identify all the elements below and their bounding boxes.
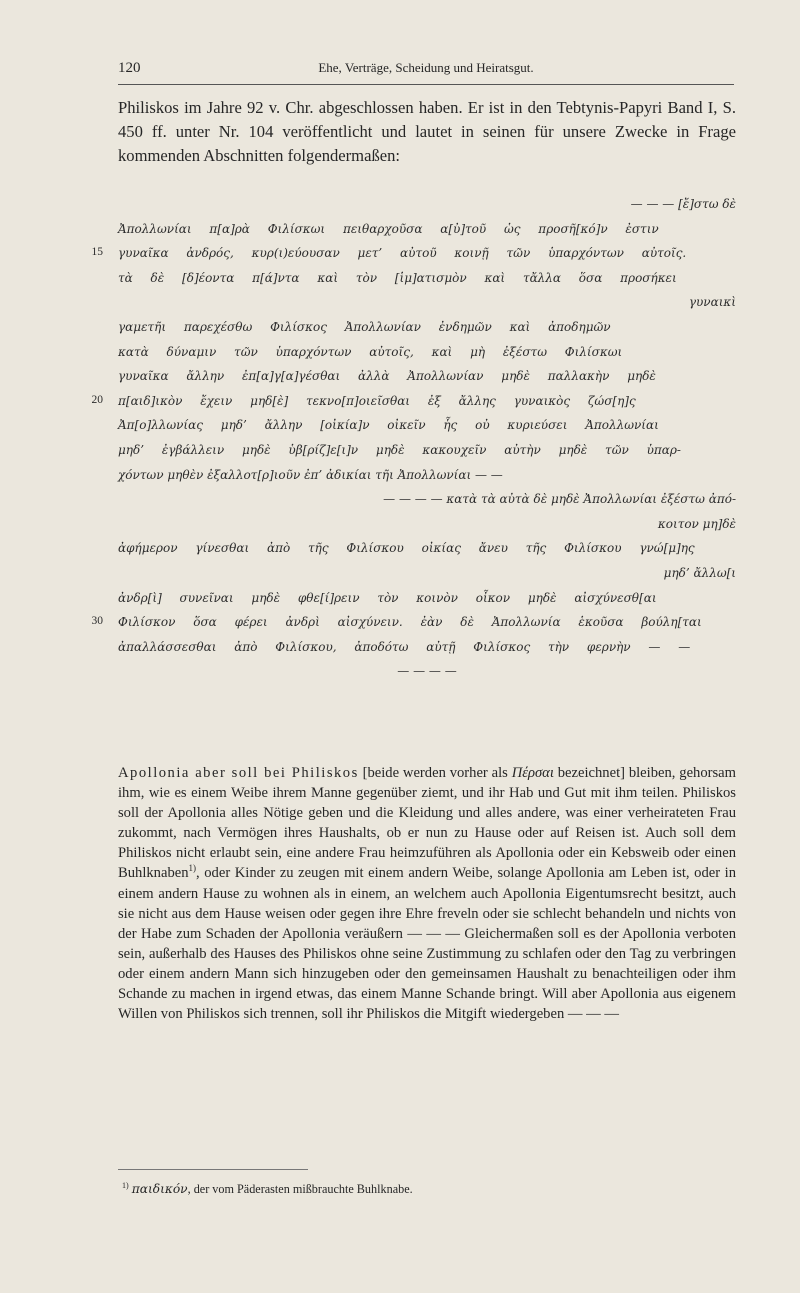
footnote-divider [118, 1169, 308, 1170]
greek-line-text: Ἀπ[ο]λλωνίας μηδ’ ἄλλην [οἰκία]ν οἰκεῖν ἧς οὐ κυριεύσει Ἀπολλωνίαι [118, 418, 659, 433]
translation-part-1: [beide werden vorher als [358, 765, 512, 781]
greek-line-text: ἀνδρ[ὶ] συνεῖναι μηδὲ φθε[ί]ρειν τὸν κοινὸν οἶκον μηδὲ αἰσχύνεσθ[αι [118, 590, 657, 605]
line-number: 20 [91, 393, 103, 406]
greek-line-text: χόντων μηθὲν ἐξαλλοτ[ρ]ιοῦν ἐπ’ ἀδικίαι τῆι Ἀπολλωνίαι — — [118, 467, 503, 482]
greek-line-text: μηδ’ ἄλλω[ι [663, 566, 736, 580]
line-number: 15 [91, 246, 103, 259]
greek-line [118, 320, 736, 334]
greek-line-text: π[αιδ]ικὸν ἔχειν μηδ[ὲ] τεκνο[π]οιεῖσθαι ἐξ ἄλλης γυναικὸς ζώσ[η]ς [118, 393, 636, 408]
greek-line-text: γυναῖκα ἄλλην ἐπ[α]γ[α]γέσθαι ἀλλὰ Ἀπολλωνίαν μηδὲ παλλακὴν μηδὲ [118, 369, 656, 384]
greek-line [118, 468, 736, 482]
greek-line [118, 197, 736, 211]
greek-line [118, 369, 736, 383]
greek-line-text: τὰ δὲ [δ]έοντα π[ά]ντα καὶ τὸν [ἱμ]ατισμὸν καὶ τἄλλα ὅσα προσήκει [118, 270, 677, 285]
greek-line-text: γυναικὶ [688, 295, 736, 310]
footnote [122, 1181, 413, 1197]
translation-part-3: , oder Kinder zu zeugen mit einem andern Weibe, solange Apollonia am Leben ist, oder in einem andern Hause zu wohnen als in einem, an welchem auch Apollonia Eigentumsrecht besitzt, auch sie nicht aus dem Hause weisen oder gegen ihre Ehre freveln oder sie schlecht behandeln und nichts von der Habe zum Schaden der Apollonia veräußern — — — Gleichermaßen soll es der Apollonia verboten sein, außerhalb des Hauses des Philiskos ohne seine Zustimmung zu schlafen oder den Tag zu verbringen oder einem andern Mann sich hinzugeben oder den gemeinsamen Haushalt zu benachteiligen oder ihm Schande zu machen in irgend etwas, das einem Manne Schande bringt. Will aber Apollonia aus eigenem Willen von Philiskos sich trennen, soll ihr Philiskos die Mitgift wiedergeben — — — [118, 865, 736, 1023]
german-translation [118, 763, 736, 1024]
running-title: Ehe, Verträge, Scheidung und Heiratsgut. [318, 60, 534, 75]
greek-line [118, 517, 736, 531]
greek-line-text: μηδ’ ἐγβάλλειν μηδὲ ὑβ[ρίζ]ε[ι]ν μηδὲ κακουχεῖν αὐτὴν μηδὲ τῶν ὑπαρ- [118, 443, 681, 457]
greek-line [91, 615, 736, 630]
page-number: 120 [118, 60, 141, 76]
greek-line [118, 566, 736, 580]
greek-line [118, 591, 736, 605]
greek-line-text: — — — [ἔ]στω δὲ [630, 197, 736, 211]
greek-line [118, 345, 736, 359]
greek-line-text: γαμετῆι παρεχέσθω Φιλίσκος Ἀπολλωνίαν ἐνδημῶν καὶ ἀποδημῶν [118, 320, 611, 334]
greek-line-text: — — — — [397, 664, 457, 679]
intro-paragraph: Philiskos im Jahre 92 v. Chr. abgeschlossen haben. Er ist in den Tebtynis-Papyri Band I, S. 450 ff. unter Nr. 104 veröffentlicht und lautet in seinen für unsere Zwecke in Frage kommenden Abschnitten folgendermaßen: [118, 98, 736, 165]
greek-line [91, 246, 736, 261]
greek-line [118, 295, 736, 309]
greek-line [118, 443, 736, 457]
greek-line [91, 393, 736, 408]
greek-line-text: — — — — κατὰ τὰ αὐτὰ δὲ μηδὲ Ἀπολλωνίαι ἐξέστω ἀπό- [383, 492, 736, 507]
greek-line [118, 418, 736, 432]
greek-line-text: ἀφήμερον γίνεσθαι ἀπὸ τῆς Φιλίσκου οἰκίας ἄνευ τῆς Φιλίσκου γνώ[μ]ης [118, 541, 695, 556]
greek-line-text: Φιλίσκον ὅσα φέρει ἀνδρὶ αἰσχύνειν. ἐὰν δὲ Ἀπολλωνία ἑκοῦσα βούλη[ται [118, 615, 702, 630]
footnote-mark: 1) [122, 1181, 129, 1190]
greek-term-persai: Πέρσαι [511, 765, 554, 781]
line-number: 30 [91, 615, 103, 628]
translation-part-2: bezeichnet] bleiben, gehorsam ihm, wie es einem Weibe ihrem Manne gegenüber ziemt, und ihr Hab und Gut mit ihm teilen. Philiskos soll der Apollonia alles Nötige geben und die Kleidung und alles andere, was einer verheirateten Frau zukommt, nach Vermögen ihres Haushalts, ob er nun zu Hause oder auf Reisen ist. Auch soll dem Philiskos nicht erlaubt sein, eine andere Frau heimzuführen als Apollonia oder ein Kebsweib oder einen Buhlknaben [118, 765, 737, 882]
greek-line [118, 271, 736, 285]
greek-line-text: γυναῖκα ἀνδρός, κυρ(ι)εύουσαν μετ’ αὐτοῦ κοινῇ τῶν ὑπαρχόντων αὐτοῖς. [118, 246, 687, 261]
greek-line [118, 664, 736, 678]
greek-line [118, 222, 736, 236]
greek-line-text: Ἀπολλωνίαι π[α]ρὰ Φιλίσκωι πειθαρχοῦσα α[ὐ]τοῦ ὡς προσῆ[κό]ν ἐστιν [118, 221, 659, 236]
greek-line-text: κατὰ δύναμιν τῶν ὑπαρχόντων αὐτοῖς, καὶ μὴ ἐξέστω Φιλίσκωι [118, 344, 623, 359]
footnote-greek-word: παιδικόν [131, 1182, 188, 1197]
greek-line-text: κοιτον μη]δὲ [657, 516, 736, 531]
translation-lead: Apollonia aber soll bei Philiskos [118, 765, 359, 781]
footnote-text: , der vom Päderasten mißbrauchte Buhlknabe. [187, 1182, 413, 1197]
greek-line-text: ἀπαλλάσσεσθαι ἀπὸ Φιλίσκου, ἀποδότω αὐτῇ Φιλίσκος τὴν φερνὴν — — [118, 639, 691, 654]
footnote-reference[interactable]: 1) [188, 863, 197, 874]
greek-line [118, 541, 736, 555]
page-header [118, 58, 734, 85]
greek-line [118, 492, 736, 506]
greek-line [118, 640, 736, 654]
